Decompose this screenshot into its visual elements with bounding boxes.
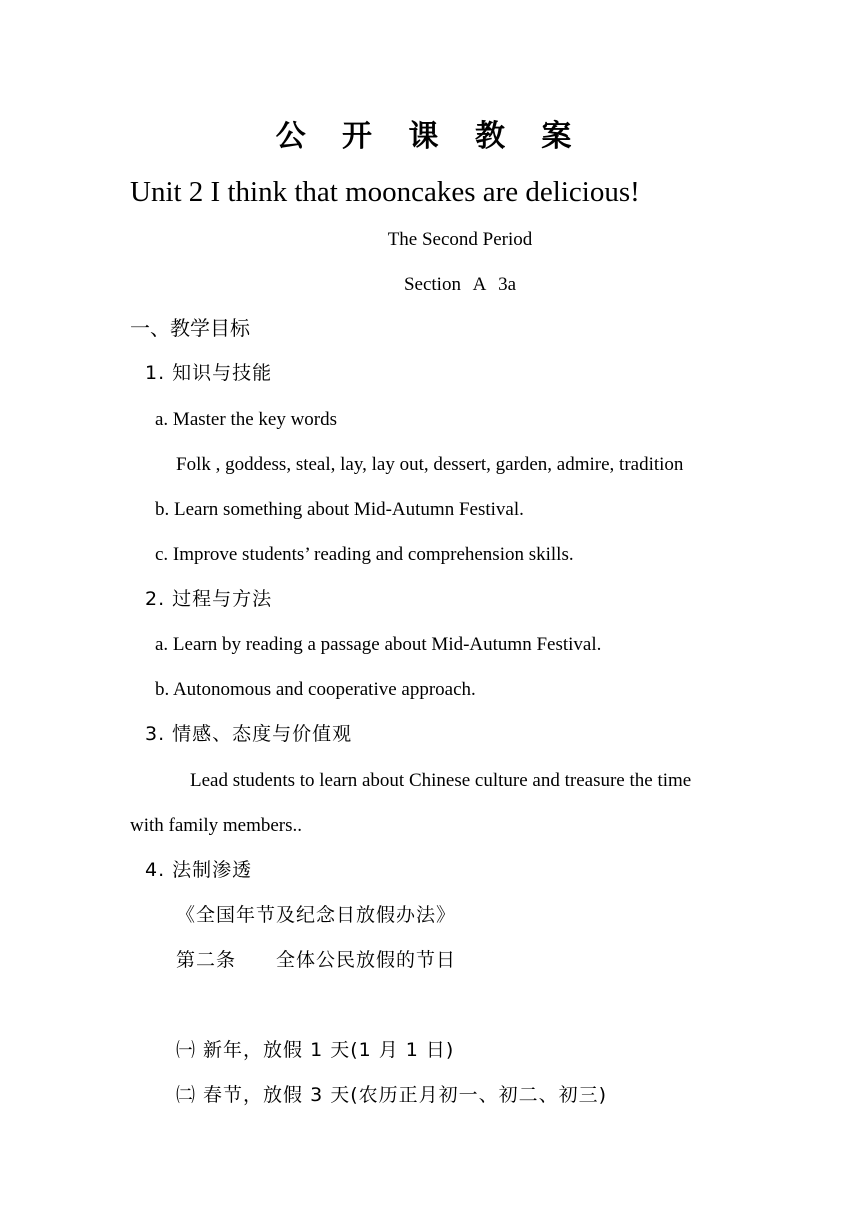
holiday-item-2: ㈡ 春节，放假 3 天(农历正月初一、初二、初三) [176,1084,608,1106]
law-title: 《全国年节及纪念日放假办法》 [176,904,457,926]
objective-2-title: 2. 过程与方法 [145,588,273,610]
teaching-objectives-heading: 一、教学目标 [130,316,250,340]
objective-2b: b. Autonomous and cooperative approach. [155,679,476,700]
objective-1-title: 1. 知识与技能 [145,362,273,384]
objective-1c: c. Improve students’ reading and comprehension skills. [155,544,574,565]
objective-1a: a. Master the key words [155,409,338,430]
objective-2a: a. Learn by reading a passage about Mid-Autumn Festival. [155,634,602,655]
law-article: 第二条 全体公民放假的节日 [176,949,457,971]
objective-1b: b. Learn something about Mid-Autumn Festival. [155,499,524,520]
objective-3-title: 3. 情感、态度与价值观 [145,723,353,745]
unit-title: Unit 2 I think that mooncakes are delicious! [130,176,640,208]
page-title: 公 开 课 教 案 [275,119,585,154]
key-words-list: Folk , goddess, steal, lay, lay out, dessert, garden, admire, tradition [176,454,684,475]
objective-3-text-line2: with family members.. [130,815,303,836]
holiday-item-1: ㈠ 新年，放假 1 天(1 月 1 日) [176,1039,455,1061]
section-label: Section A 3a [403,274,517,295]
objective-4-title: 4. 法制渗透 [145,859,253,881]
period-label: The Second Period [387,229,533,250]
objective-3-text-line1: Lead students to learn about Chinese culture and treasure the time [190,770,692,791]
